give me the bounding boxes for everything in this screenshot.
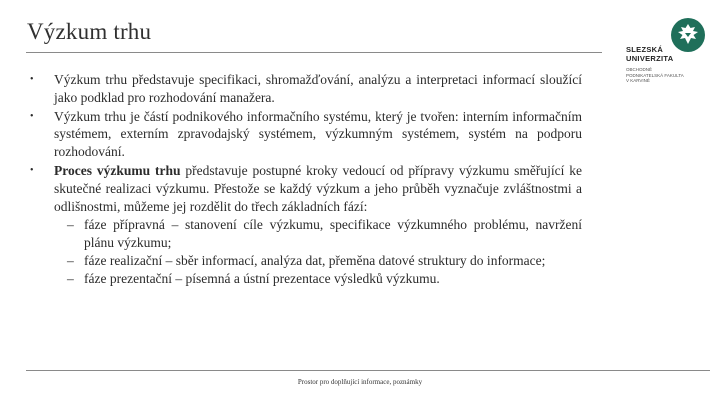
logo-wordmark (626, 45, 673, 63)
sub-item (30, 252, 582, 270)
logo-faculty: OBCHODNĚ PODNIKATELSKÁ FAKULTA V KARVINÉ (626, 67, 684, 83)
logo-line-1: SLEZSKÁ (626, 45, 664, 54)
sub-marker: – (67, 252, 74, 268)
bullet-item (30, 108, 582, 161)
bullet-marker: • (30, 74, 34, 85)
bullet-text: představuje postupné kroky vedoucí od přípravy výzkumu směřující ke skutečné realizaci výzkumu. Přestože se každý výzkum a jeho průběh vyznačuje zvláštnostmi a odlišnostmi, můžeme jej rozdělit do třech základních fází: (54, 162, 582, 214)
slide-title: Výzkum trhu (27, 19, 152, 44)
sub-marker: – (67, 217, 74, 233)
bullet-item (30, 71, 582, 107)
footer-divider (26, 370, 710, 371)
logo-line-2: UNIVERZITA (626, 54, 674, 63)
bullet-item (30, 162, 582, 215)
bullet-marker: • (30, 164, 34, 176)
eagle-emblem-icon (670, 17, 706, 53)
bullet-marker: • (30, 110, 34, 122)
university-logo (626, 17, 708, 87)
sub-item-text: fáze přípravná – stanovení cíle výzkumu, specifikace výzkumného problému, navržení plánu výzkumu; (84, 217, 582, 251)
sub-marker: – (67, 270, 74, 286)
sub-item-text: fáze realizační – sběr informací, analýza dat, přeměna datové struktury do informace; (84, 252, 546, 268)
title-divider (26, 52, 602, 53)
sub-item (30, 270, 582, 288)
slide-body (30, 71, 582, 288)
footer-note: Prostor pro doplňující informace, poznámky (297, 378, 423, 386)
bullet-emphasis: Proces výzkumu trhu (54, 162, 181, 178)
bullet-text: Výzkum trhu je částí podnikového informačního systému, který je tvořen: interním informačním systémem, externím zpravodajský systémem, výzkumným systémem, systém na podporu rozhodování. (54, 108, 582, 160)
sub-item-text: fáze prezentační – písemná a ústní prezentace výsledků výzkumu. (84, 270, 440, 286)
sub-item (30, 216, 582, 252)
bullet-text: Výzkum trhu představuje specifikaci, shromažďování, analýzu a interpretaci informací sloužící jako podklad pro rozhodování manažera. (54, 72, 582, 105)
